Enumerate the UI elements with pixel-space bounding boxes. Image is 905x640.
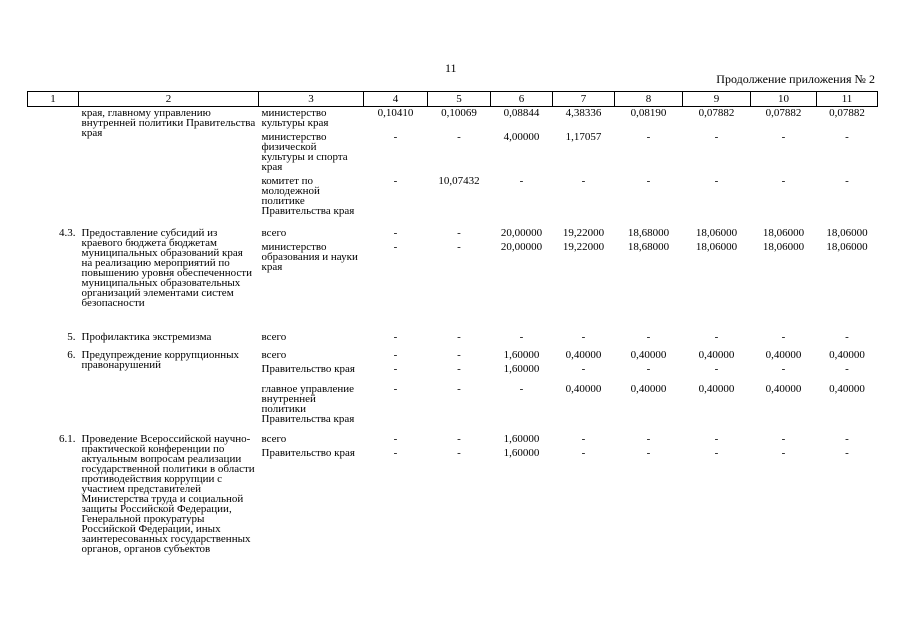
value-cell: 10,07432 bbox=[438, 175, 480, 187]
value-cell: 1,60000 bbox=[503, 447, 540, 459]
column-header: 10 bbox=[751, 92, 817, 107]
column-header: 6 bbox=[491, 92, 553, 107]
value-cell: - bbox=[646, 175, 651, 187]
item-number bbox=[28, 107, 79, 228]
value-cell: - bbox=[781, 363, 786, 375]
value-cell: - bbox=[457, 447, 461, 459]
value-cell: 0,10410 bbox=[377, 107, 414, 119]
executor-name: всего bbox=[261, 349, 287, 361]
value-cell: - bbox=[393, 227, 398, 239]
value-cell: - bbox=[714, 131, 719, 143]
value-cell: - bbox=[845, 175, 849, 187]
item-number: 5. bbox=[67, 331, 76, 343]
column-header: 9 bbox=[683, 92, 751, 107]
value-cell: - bbox=[457, 131, 461, 143]
executor-name: Правительство края bbox=[261, 447, 355, 459]
value-cell: - bbox=[457, 331, 461, 343]
value-cell: 4,00000 bbox=[503, 131, 540, 143]
value-cell: - bbox=[393, 331, 398, 343]
executor-name: Правительство края bbox=[261, 363, 355, 375]
value-cell: - bbox=[581, 363, 586, 375]
executor-name: комитет по молодежной политике Правительства края bbox=[261, 175, 355, 217]
value-cell: - bbox=[845, 447, 849, 459]
value-cell: - bbox=[457, 241, 461, 253]
value-cell: - bbox=[519, 331, 524, 343]
value-cell: 18,06000 bbox=[826, 241, 868, 253]
executor-name: всего bbox=[261, 227, 287, 239]
column-header: 3 bbox=[259, 92, 364, 107]
value-cell: - bbox=[646, 447, 651, 459]
value-cell: - bbox=[781, 331, 786, 343]
value-cell: - bbox=[519, 383, 524, 395]
value-cell: - bbox=[646, 363, 651, 375]
column-header: 4 bbox=[364, 92, 428, 107]
value-cell: 20,00000 bbox=[500, 227, 543, 239]
value-cell: - bbox=[393, 175, 398, 187]
value-cell: 0,07882 bbox=[829, 107, 865, 119]
continuation-note: Продолжение приложения № 2 bbox=[716, 72, 875, 86]
page-number: 11 bbox=[445, 61, 457, 75]
table-row bbox=[28, 107, 878, 132]
value-cell: 0,08844 bbox=[503, 107, 540, 119]
executor-name: министерство образования и науки края bbox=[261, 241, 358, 273]
value-cell: 0,40000 bbox=[630, 349, 667, 361]
item-number: 6.1. bbox=[59, 433, 76, 445]
value-cell: - bbox=[393, 433, 398, 445]
value-cell: 19,22000 bbox=[562, 241, 605, 253]
table-row bbox=[28, 227, 878, 241]
value-cell: - bbox=[714, 363, 719, 375]
value-cell: 0,08190 bbox=[630, 107, 667, 119]
value-cell: - bbox=[519, 175, 524, 187]
value-cell: 0,40000 bbox=[698, 349, 735, 361]
value-cell: - bbox=[781, 131, 786, 143]
item-number: 4.3. bbox=[59, 227, 76, 239]
executor-name: министерство культуры края bbox=[261, 107, 329, 129]
value-cell: 18,68000 bbox=[627, 241, 670, 253]
value-cell: - bbox=[714, 175, 719, 187]
item-number: 6. bbox=[67, 349, 76, 361]
item-name: края, главному управлению внутренней политики Правительства края bbox=[81, 107, 256, 139]
value-cell: 18,06000 bbox=[695, 241, 738, 253]
value-cell: - bbox=[393, 131, 398, 143]
value-cell: 0,40000 bbox=[630, 383, 667, 395]
value-cell: 0,07882 bbox=[698, 107, 735, 119]
item-name: Предупреждение коррупционных правонарушений bbox=[81, 349, 239, 371]
value-cell: 19,22000 bbox=[562, 227, 605, 239]
table-row bbox=[28, 331, 878, 349]
header-row bbox=[28, 92, 878, 107]
item-name: Профилактика экстремизма bbox=[81, 331, 212, 343]
value-cell: - bbox=[714, 433, 719, 445]
value-cell: - bbox=[457, 383, 461, 395]
value-cell: - bbox=[845, 331, 849, 343]
budget-table bbox=[27, 91, 878, 587]
value-cell: 0,40000 bbox=[698, 383, 735, 395]
value-cell: 1,60000 bbox=[503, 363, 540, 375]
value-cell: 1,60000 bbox=[503, 349, 540, 361]
value-cell: 1,17057 bbox=[565, 131, 602, 143]
value-cell: - bbox=[457, 349, 461, 361]
value-cell: - bbox=[781, 447, 786, 459]
column-header: 2 bbox=[79, 92, 259, 107]
column-header: 8 bbox=[615, 92, 683, 107]
value-cell: 0,40000 bbox=[765, 349, 802, 361]
value-cell: 18,68000 bbox=[627, 227, 670, 239]
column-header: 1 bbox=[28, 92, 79, 107]
table-row bbox=[28, 433, 878, 447]
value-cell: - bbox=[393, 383, 398, 395]
value-cell: - bbox=[393, 447, 398, 459]
executor-name: всего bbox=[261, 331, 287, 343]
value-cell: - bbox=[646, 131, 651, 143]
value-cell: 0,40000 bbox=[565, 383, 602, 395]
value-cell: 18,06000 bbox=[762, 227, 805, 239]
value-cell: 0,07882 bbox=[765, 107, 802, 119]
value-cell: - bbox=[393, 363, 398, 375]
executor-name: всего bbox=[261, 433, 287, 445]
value-cell: - bbox=[781, 433, 786, 445]
value-cell: 0,40000 bbox=[829, 383, 865, 395]
value-cell: 18,06000 bbox=[695, 227, 738, 239]
value-cell: 18,06000 bbox=[762, 241, 805, 253]
value-cell: - bbox=[581, 447, 586, 459]
value-cell: - bbox=[581, 331, 586, 343]
value-cell: 18,06000 bbox=[826, 227, 868, 239]
value-cell: - bbox=[581, 433, 586, 445]
value-cell: - bbox=[714, 447, 719, 459]
value-cell: - bbox=[646, 433, 651, 445]
item-name: Проведение Всероссийской научно-практической конференции по актуальным вопросам реализации государственной политики в области противодействия коррупции с участием представителей Министерства труда и социальной защиты Российской Федерации, Генеральной прокуратуры Российской Федерации, иных заинтересованных государственных органов, органов субъектов bbox=[81, 433, 255, 555]
column-header: 7 bbox=[553, 92, 615, 107]
column-header: 5 bbox=[428, 92, 491, 107]
value-cell: 0,40000 bbox=[829, 349, 865, 361]
value-cell: - bbox=[457, 433, 461, 445]
value-cell: - bbox=[457, 227, 461, 239]
value-cell: - bbox=[781, 175, 786, 187]
item-name: Предоставление субсидий из краевого бюджета бюджетам муниципальных образований края на реализацию мероприятий по повышению уровня обеспеченности муниципальных образовательных организаций элементами систем безопасности bbox=[81, 227, 252, 309]
value-cell: 0,40000 bbox=[565, 349, 602, 361]
value-cell: 1,60000 bbox=[503, 433, 540, 445]
value-cell: 0,40000 bbox=[765, 383, 802, 395]
value-cell: 0,10069 bbox=[441, 107, 477, 119]
value-cell: - bbox=[714, 331, 719, 343]
value-cell: 20,00000 bbox=[500, 241, 543, 253]
value-cell: - bbox=[457, 363, 461, 375]
value-cell: - bbox=[845, 363, 849, 375]
column-header: 11 bbox=[817, 92, 878, 107]
executor-name: министерство физической культуры и спорта края bbox=[261, 131, 348, 173]
executor-name: главное управление внутренней политики Правительства края bbox=[261, 383, 355, 425]
value-cell: 4,38336 bbox=[565, 107, 602, 119]
value-cell: - bbox=[646, 331, 651, 343]
value-cell: - bbox=[393, 349, 398, 361]
table-row bbox=[28, 349, 878, 363]
value-cell: - bbox=[845, 131, 849, 143]
value-cell: - bbox=[581, 175, 586, 187]
value-cell: - bbox=[393, 241, 398, 253]
value-cell: - bbox=[845, 433, 849, 445]
